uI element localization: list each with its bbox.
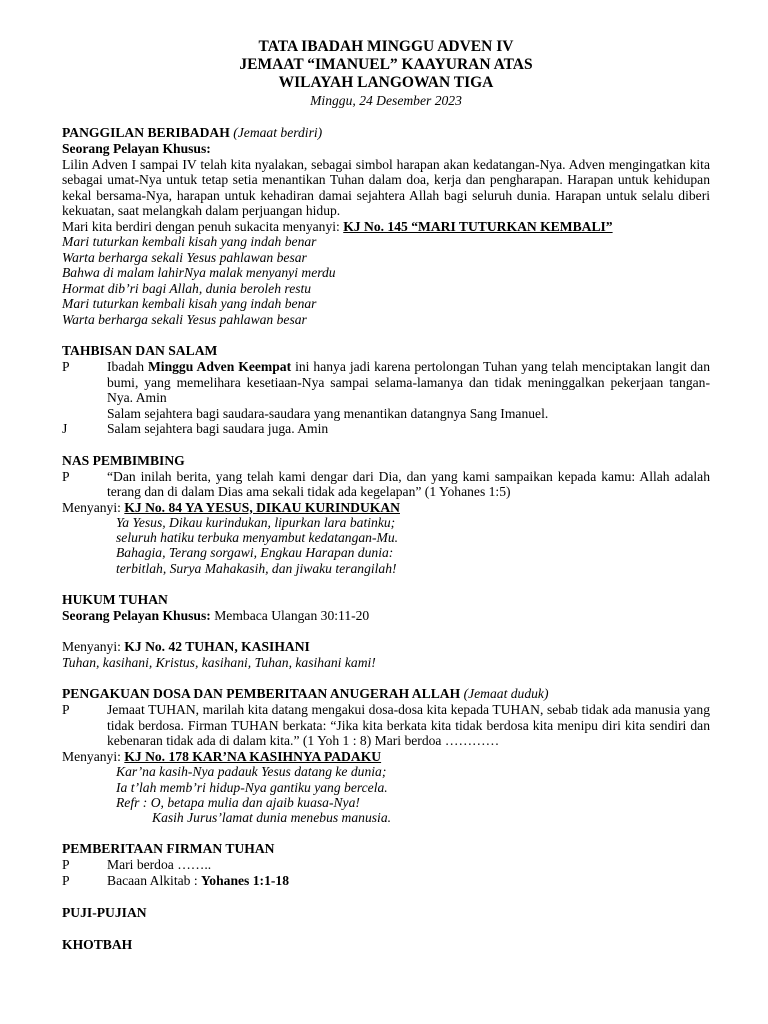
section-nas-title: NAS PEMBIMBING — [62, 452, 185, 468]
sing-prefix: Menyanyi: — [62, 499, 125, 515]
lyric-line: Bahagia, Terang sorgawi, Engkau Harapan dunia: — [116, 545, 394, 561]
role-label: J — [62, 421, 68, 436]
lyric-line: Warta berharga sekali Yesus pahlawan besar — [62, 249, 307, 265]
lyric-line: Mari tuturkan kembali kisah yang indah benar — [62, 296, 317, 311]
lyric-line: Ya Yesus, Dikau kurindukan, lipurkan lara batinku; — [116, 515, 396, 530]
lyric-line: Refr : O, betapa mulia dan ajaib kuasa-Nya! — [116, 794, 360, 810]
document-page — [62, 38, 710, 953]
liturgy-row-p — [62, 873, 710, 889]
role-label: P — [62, 468, 70, 484]
bible-reference: Yohanes 1:1-18 — [201, 872, 289, 888]
liturgy-row-p — [62, 702, 710, 749]
section-tahbisan-title: TAHBISAN DAN SALAM — [62, 343, 218, 358]
role-text — [107, 359, 710, 406]
role-text — [107, 873, 710, 889]
section-puji-title: PUJI-PUJIAN — [62, 905, 147, 921]
hukum-reading — [62, 608, 710, 624]
section-title-text: PENGAKUAN DOSA DAN PEMBERITAAN ANUGERAH ALLAH — [62, 686, 461, 702]
liturgy-row-p — [62, 359, 710, 406]
sing-instruction — [62, 500, 710, 516]
role-label: P — [62, 857, 70, 873]
section-khotbah-title: KHOTBAH — [62, 937, 133, 953]
liturgy-row-p — [62, 469, 710, 500]
speaker-label: Seorang Pelayan Khusus: — [62, 141, 211, 156]
doc-title-line2: JEMAAT “IMANUEL” KAAYURAN ATAS — [239, 56, 533, 73]
doc-date: Minggu, 24 Desember 2023 — [310, 93, 462, 108]
song-title: KJ No. 178 KAR’NA KASIHNYA PADAKU — [124, 748, 382, 764]
role-text-continued: Salam sejahtera bagi saudara-saudara yang menantikan datangnya Sang Imanuel. — [107, 405, 549, 421]
song-title: KJ No. 84 YA YESUS, DIKAU KURINDUKAN — [124, 499, 400, 515]
panggilan-body: Lilin Adven I sampai IV telah kita nyalakan, sebagai simbol harapan akan kedatangan-Nya. Adven mengingatkan kita sebagai umat-Nya untuk tetap setia menantikan Tuhan dalam doa, kerja dan pengharapan. Harapan untuk kehidupan kekal bersama-Nya, harapan untuk kehadiran damai sejahtera Allah bagi seluruh dunia. Harapan untuk selalu diberi kekuatan, saat melangkah dalam perjuangan hidup. — [62, 156, 710, 218]
sing-prefix: Menyanyi: — [62, 639, 125, 655]
role-label: P — [62, 359, 70, 374]
role-text: Mari berdoa …….. — [107, 857, 212, 873]
reading-text: Membaca Ulangan 30:11-20 — [210, 607, 370, 623]
lyric-line: Kasih Jurus’lamat dunia menebus manusia. — [152, 809, 392, 825]
liturgy-row-j — [62, 421, 710, 437]
sing-instruction — [62, 219, 710, 235]
lyric-line: Mari tuturkan kembali kisah yang indah benar — [62, 234, 317, 249]
speaker-label: Seorang Pelayan Khusus: — [62, 607, 211, 623]
sing-prefix: Menyanyi: — [62, 748, 125, 764]
section-note: (Jemaat berdiri) — [233, 125, 323, 140]
lyric-line: Hormat dib’ri bagi Allah, dunia beroleh restu — [62, 280, 312, 296]
doc-title-line1: TATA IBADAH MINGGU ADVEN IV — [258, 38, 514, 55]
section-pengakuan-title — [62, 686, 710, 702]
role-label: P — [62, 872, 70, 888]
sing-instruction — [62, 639, 710, 655]
section-firman-title: PEMBERITAAN FIRMAN TUHAN — [62, 841, 275, 857]
section-note: (Jemaat duduk) — [463, 686, 549, 702]
lyric-line: Bahwa di malam lahirNya malak menyanyi merdu — [62, 265, 336, 280]
section-title-text: PANGGILAN BERIBADAH — [62, 125, 230, 140]
song-title: KJ No. 145 “MARI TUTURKAN KEMBALI” — [343, 218, 613, 234]
sing-instruction — [62, 749, 710, 765]
lyric-line: Kar’na kasih-Nya padauk Yesus datang ke dunia; — [116, 764, 387, 780]
text-part: ini hanya jadi karena pertolongan Tuhan yang telah menciptakan langit dan bumi, yang memelihara kesetiaan-Nya sampai selama-lamanya dan tidak meninggalkan pekerjaan tangan-Nya. Amin — [107, 359, 711, 405]
sing-prefix: Mari kita berdiri dengan penuh sukacita menyanyi: — [62, 218, 344, 234]
text-part: Ibadah — [107, 359, 148, 374]
role-text: Salam sejahtera bagi saudara juga. Amin — [107, 421, 329, 436]
lyric-line: terbitlah, Surya Mahakasih, dan jiwaku terangilah! — [116, 560, 397, 576]
doc-title-line3: WILAYAH LANGOWAN TIGA — [278, 74, 494, 91]
role-text: “Dan inilah berita, yang telah kami dengar dari Dia, dan yang kami sampaikan kepada kamu: Allah adalah terang dan di dalam Dias ama sekali tidak ada kegelapan” (1 Yohanes 1:5) — [107, 468, 710, 499]
role-label: P — [62, 702, 70, 718]
spacer — [62, 623, 710, 639]
lyric-line: Warta berharga sekali Yesus pahlawan besar — [62, 311, 307, 327]
liturgy-row-p — [62, 857, 710, 873]
lyric-line: Tuhan, kasihani, Kristus, kasihani, Tuhan, kasihani kami! — [62, 654, 376, 670]
song-title: KJ No. 42 TUHAN, KASIHANI — [124, 639, 310, 655]
section-hukum-title: HUKUM TUHAN — [62, 591, 168, 607]
section-panggilan-title — [62, 125, 710, 141]
role-text: Jemaat TUHAN, marilah kita datang mengakui dosa-dosa kita kepada TUHAN, sebab tidak ada manusia yang tidak berdosa. Firman TUHAN berkata: “Jika kita berkata kita tidak berdosa kita menipu diri kita sendiri dan kebenaran tidak ada di dalam kita.” (1 Yoh 1 : 8) Mari berdoa ………… — [107, 702, 710, 749]
lyric-line: Ia t’lah memb’ri hidup-Nya gantiku yang bercela. — [116, 779, 388, 795]
text-part: Bacaan Alkitab : — [107, 872, 201, 888]
lyric-line: seluruh hatiku terbuka menyambut kedatangan-Mu. — [116, 530, 399, 546]
text-bold: Minggu Adven Keempat — [147, 359, 292, 374]
